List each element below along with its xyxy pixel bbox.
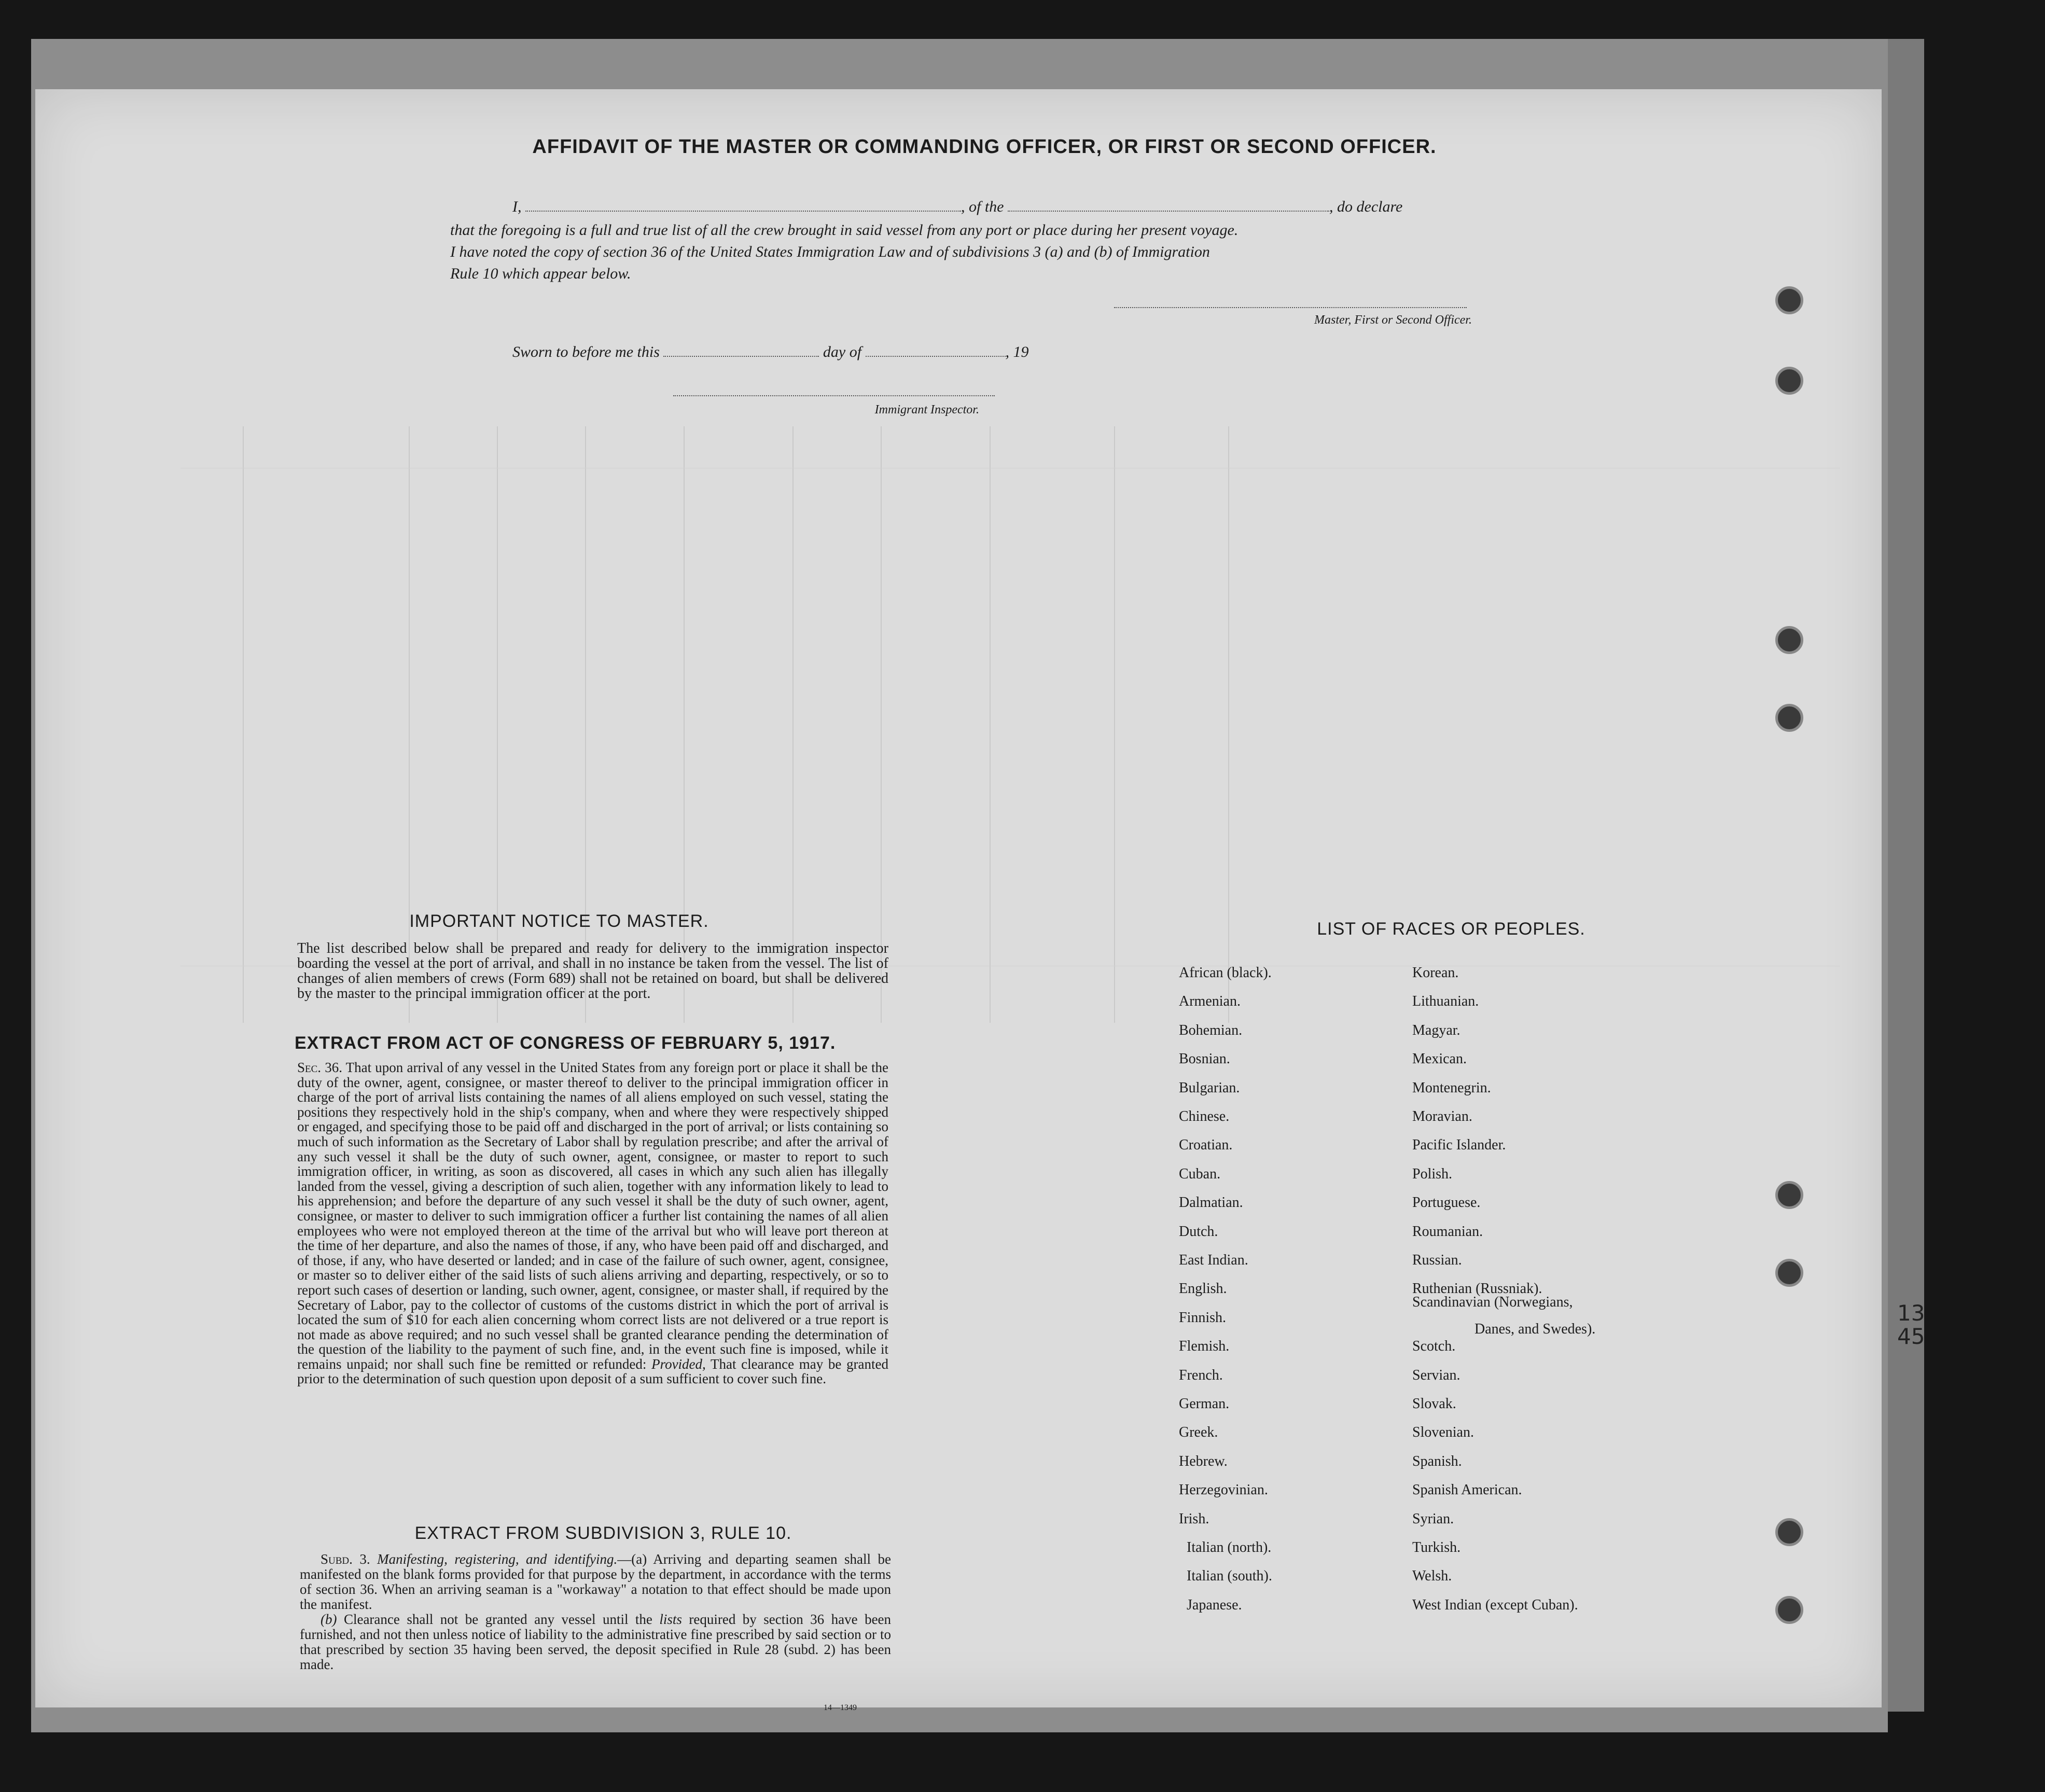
race-item: West Indian (except Cuban). [1412, 1596, 1578, 1613]
signature-line[interactable] [1114, 307, 1467, 309]
affidavit-i-label: I, [512, 198, 522, 215]
race-item: Lithuanian. [1412, 993, 1479, 1010]
race-item: Welsh. [1412, 1568, 1452, 1585]
race-item: Slovenian. [1412, 1424, 1474, 1441]
notice-body: The list described below shall be prepared and ready for delivery to the immigration inspector boarding the vessel at the port of arrival, and shall in no instance be taken from the vessel. The list of changes of alien members of crews (Form 689) shall not be retained on board, but shall be delivered by the master to the principal immigration officer at the port. [297, 940, 888, 1002]
subd-heading: Manifesting, registering, and identifying. [377, 1551, 618, 1567]
race-item: Armenian. [1179, 993, 1241, 1010]
race-item: Croatian. [1179, 1137, 1233, 1154]
race-item: Herzegovinian. [1179, 1482, 1268, 1498]
race-item: Montenegrin. [1412, 1079, 1491, 1096]
race-item: Polish. [1412, 1165, 1453, 1182]
notice-title: IMPORTANT NOTICE TO MASTER. [409, 911, 709, 931]
subdivision-para-b [300, 1612, 891, 1672]
race-item: Japanese. [1187, 1596, 1242, 1613]
race-item: Scotch. [1412, 1338, 1456, 1355]
act-title: EXTRACT FROM ACT OF CONGRESS OF FEBRUARY 5, 1917. [295, 1033, 836, 1053]
race-item: Roumanian. [1412, 1223, 1483, 1240]
race-item: Portuguese. [1412, 1194, 1481, 1211]
year-prefix: , 19 [1005, 343, 1029, 360]
punch-hole [1775, 1518, 1803, 1546]
affidavit-declaration-line [512, 198, 1550, 216]
race-item: Flemish. [1179, 1338, 1230, 1355]
race-item: Russian. [1412, 1252, 1462, 1268]
race-item: Korean. [1412, 965, 1459, 981]
affidavit-title: AFFIDAVIT OF THE MASTER OR COMMANDING OFFICER, OR FIRST OR SECOND OFFICER. [532, 136, 1437, 158]
race-item: Spanish. [1412, 1453, 1462, 1469]
race-item: Magyar. [1412, 1022, 1460, 1038]
para-b-label: (b) [321, 1612, 337, 1627]
affidavit-do-declare: , do declare [1329, 198, 1403, 215]
affidavit-line-3: I have noted the copy of section 36 of the United States Immigration Law and of subdivisions 3 (a) and (b) of Immigration [450, 243, 1210, 260]
provided-label: Provided, [651, 1356, 706, 1372]
section-36-text [297, 1060, 888, 1386]
race-item: Finnish. [1179, 1309, 1227, 1326]
race-item: German. [1179, 1396, 1230, 1412]
punch-hole [1775, 1181, 1803, 1209]
race-item: Syrian. [1412, 1510, 1454, 1527]
race-item: Bohemian. [1179, 1022, 1243, 1038]
race-item: Turkish. [1412, 1539, 1461, 1555]
affidavit-line-4: Rule 10 which appear below. [450, 265, 631, 282]
subdivision-title: EXTRACT FROM SUBDIVISION 3, RULE 10. [414, 1523, 792, 1543]
race-item: Dutch. [1179, 1223, 1218, 1240]
race-item: Italian (south). [1187, 1568, 1272, 1585]
signature-caption: Master, First or Second Officer. [1314, 313, 1472, 327]
punch-hole [1775, 1596, 1803, 1624]
race-item: Italian (north). [1187, 1539, 1272, 1555]
race-scandinavian-continued: Danes, and Swedes). [1474, 1321, 1596, 1337]
race-item: East Indian. [1179, 1252, 1248, 1268]
sworn-day-field[interactable] [663, 356, 819, 357]
race-item: Mexican. [1412, 1051, 1467, 1067]
race-item: Pacific Islander. [1412, 1137, 1506, 1154]
sworn-line [512, 343, 1029, 361]
sworn-month-field[interactable] [866, 356, 1006, 357]
race-item: French. [1179, 1367, 1223, 1383]
affidavit-line-2: that the foregoing is a full and true list of all the crew brought in said vessel from any port or place during her present voyage. [450, 221, 1239, 239]
margin-note-13: 13 [1897, 1300, 1925, 1326]
race-item: Bulgarian. [1179, 1079, 1240, 1096]
race-item: Hebrew. [1179, 1453, 1228, 1469]
race-item: Ruthenian (Russniak). [1412, 1281, 1542, 1297]
manifest-page [35, 89, 1925, 1712]
subdivision-text [300, 1552, 891, 1672]
para-a-text: —(a) Arriving and departing seamen shall be manifested on the blank forms provided for that purpose by the department, in accordance with the terms of section 36. When an arriving seaman is a "workaway" a notation to that effect should be made upon the manifest. [300, 1551, 891, 1612]
provided-body: That clearance may be granted prior to the determination of such question upon deposit of a sum sufficient to cover such fine. [297, 1356, 889, 1387]
inspector-caption: Immigrant Inspector. [874, 403, 979, 416]
form-number: 14—1349 [824, 1703, 857, 1712]
vessel-name-field[interactable] [1008, 211, 1329, 212]
margin-note-45: 45 [1897, 1324, 1925, 1349]
inspector-signature-line[interactable] [673, 395, 995, 396]
sworn-label: Sworn to before me this [512, 343, 660, 360]
subdivision-para-a [300, 1552, 891, 1612]
para-b-text-1: Clearance shall not be granted any vessel until the [343, 1612, 652, 1627]
race-item: Cuban. [1179, 1165, 1221, 1182]
para-b-lists: lists [659, 1612, 682, 1627]
race-item: Irish. [1179, 1510, 1209, 1527]
race-item: Slovak. [1412, 1396, 1456, 1412]
race-item: Bosnian. [1179, 1051, 1230, 1067]
punch-hole [1775, 1259, 1803, 1287]
sec-36-body: That upon arrival of any vessel in the United States from any foreign port or place it shall be the duty of the owner, agent, consignee, or master thereof to deliver to the principal immigration officer in charge of the port of arrival lists containing the names of all aliens employed on such vessel, stating the positions they respectively hold in the ship's company, when and where they were respectively shipped or engaged, and specifying those to be paid off and discharged in the port of arrival; or lists containing so much of such information as the Secretary of Labor shall by regulation prescribe; and after the arrival of any such vessel it shall be the duty of such owner, agent, consignee, or master to report to such immigration officer, in writing, as soon as discovered, all cases in which any such alien has illegally landed from the vessel, giving a description of such alien, together with any information likely to lead to his apprehension; and before the departure of any such vessel it shall be the duty of such owner, agent, consignee, or master to deliver to such immigration officer a further list containing the names of all alien employees who were not employed thereon at the time of the arrival but who will leave port thereon at the time of her departure, and also the names of those, if any, who have been paid off and discharged, and of those, if any, who have deserted or landed; and in case of the failure of such owner, agent, consignee, or master so to deliver either of the said lists of such aliens arriving and departing, respectively, or so to report such cases of desertion or landing, such owner, agent, consignee, or master shall, if required by the Secretary of Labor, pay to the collector of customs of the customs district in which the port of arrival is located the sum of $10 for each alien concerning whom correct lists are not delivered or a true report is not made as above required; and no such vessel shall be granted clearance pending the determination of the question of the liability to the payment of such fine, and, in the event such fine is imposed, while it remains unpaid; nor shall such fine be remitted or refunded: [297, 1060, 889, 1372]
race-item: Scandinavian (Norwegians, [1412, 1294, 1573, 1310]
subd-label: Subd. 3. [321, 1551, 370, 1567]
punch-hole [1775, 626, 1803, 654]
affidavit-of-the: , of the [961, 198, 1004, 215]
day-of-label: day of [823, 343, 862, 360]
punch-hole [1775, 704, 1803, 732]
para-b-text-2: required by section 36 have been furnished, and not then unless notice of liability to the administrative fine prescribed by said section or to that prescribed by section 35 having been served, the deposit specified in Rule 28 (subd. 2) has been made. [300, 1612, 892, 1672]
race-item: Servian. [1412, 1367, 1460, 1383]
race-item: Spanish American. [1412, 1482, 1522, 1498]
race-item: African (black). [1179, 965, 1272, 981]
officer-name-field[interactable] [525, 211, 961, 212]
race-item: Dalmatian. [1179, 1194, 1243, 1211]
race-item: English. [1179, 1281, 1227, 1297]
race-item: Greek. [1179, 1424, 1218, 1441]
races-title: LIST OF RACES OR PEOPLES. [1317, 919, 1585, 939]
race-item: Moravian. [1412, 1108, 1472, 1124]
sec-36-label: Sec. 36. [297, 1060, 342, 1075]
race-item: Chinese. [1179, 1108, 1230, 1124]
punch-hole [1775, 286, 1803, 314]
punch-hole [1775, 367, 1803, 395]
